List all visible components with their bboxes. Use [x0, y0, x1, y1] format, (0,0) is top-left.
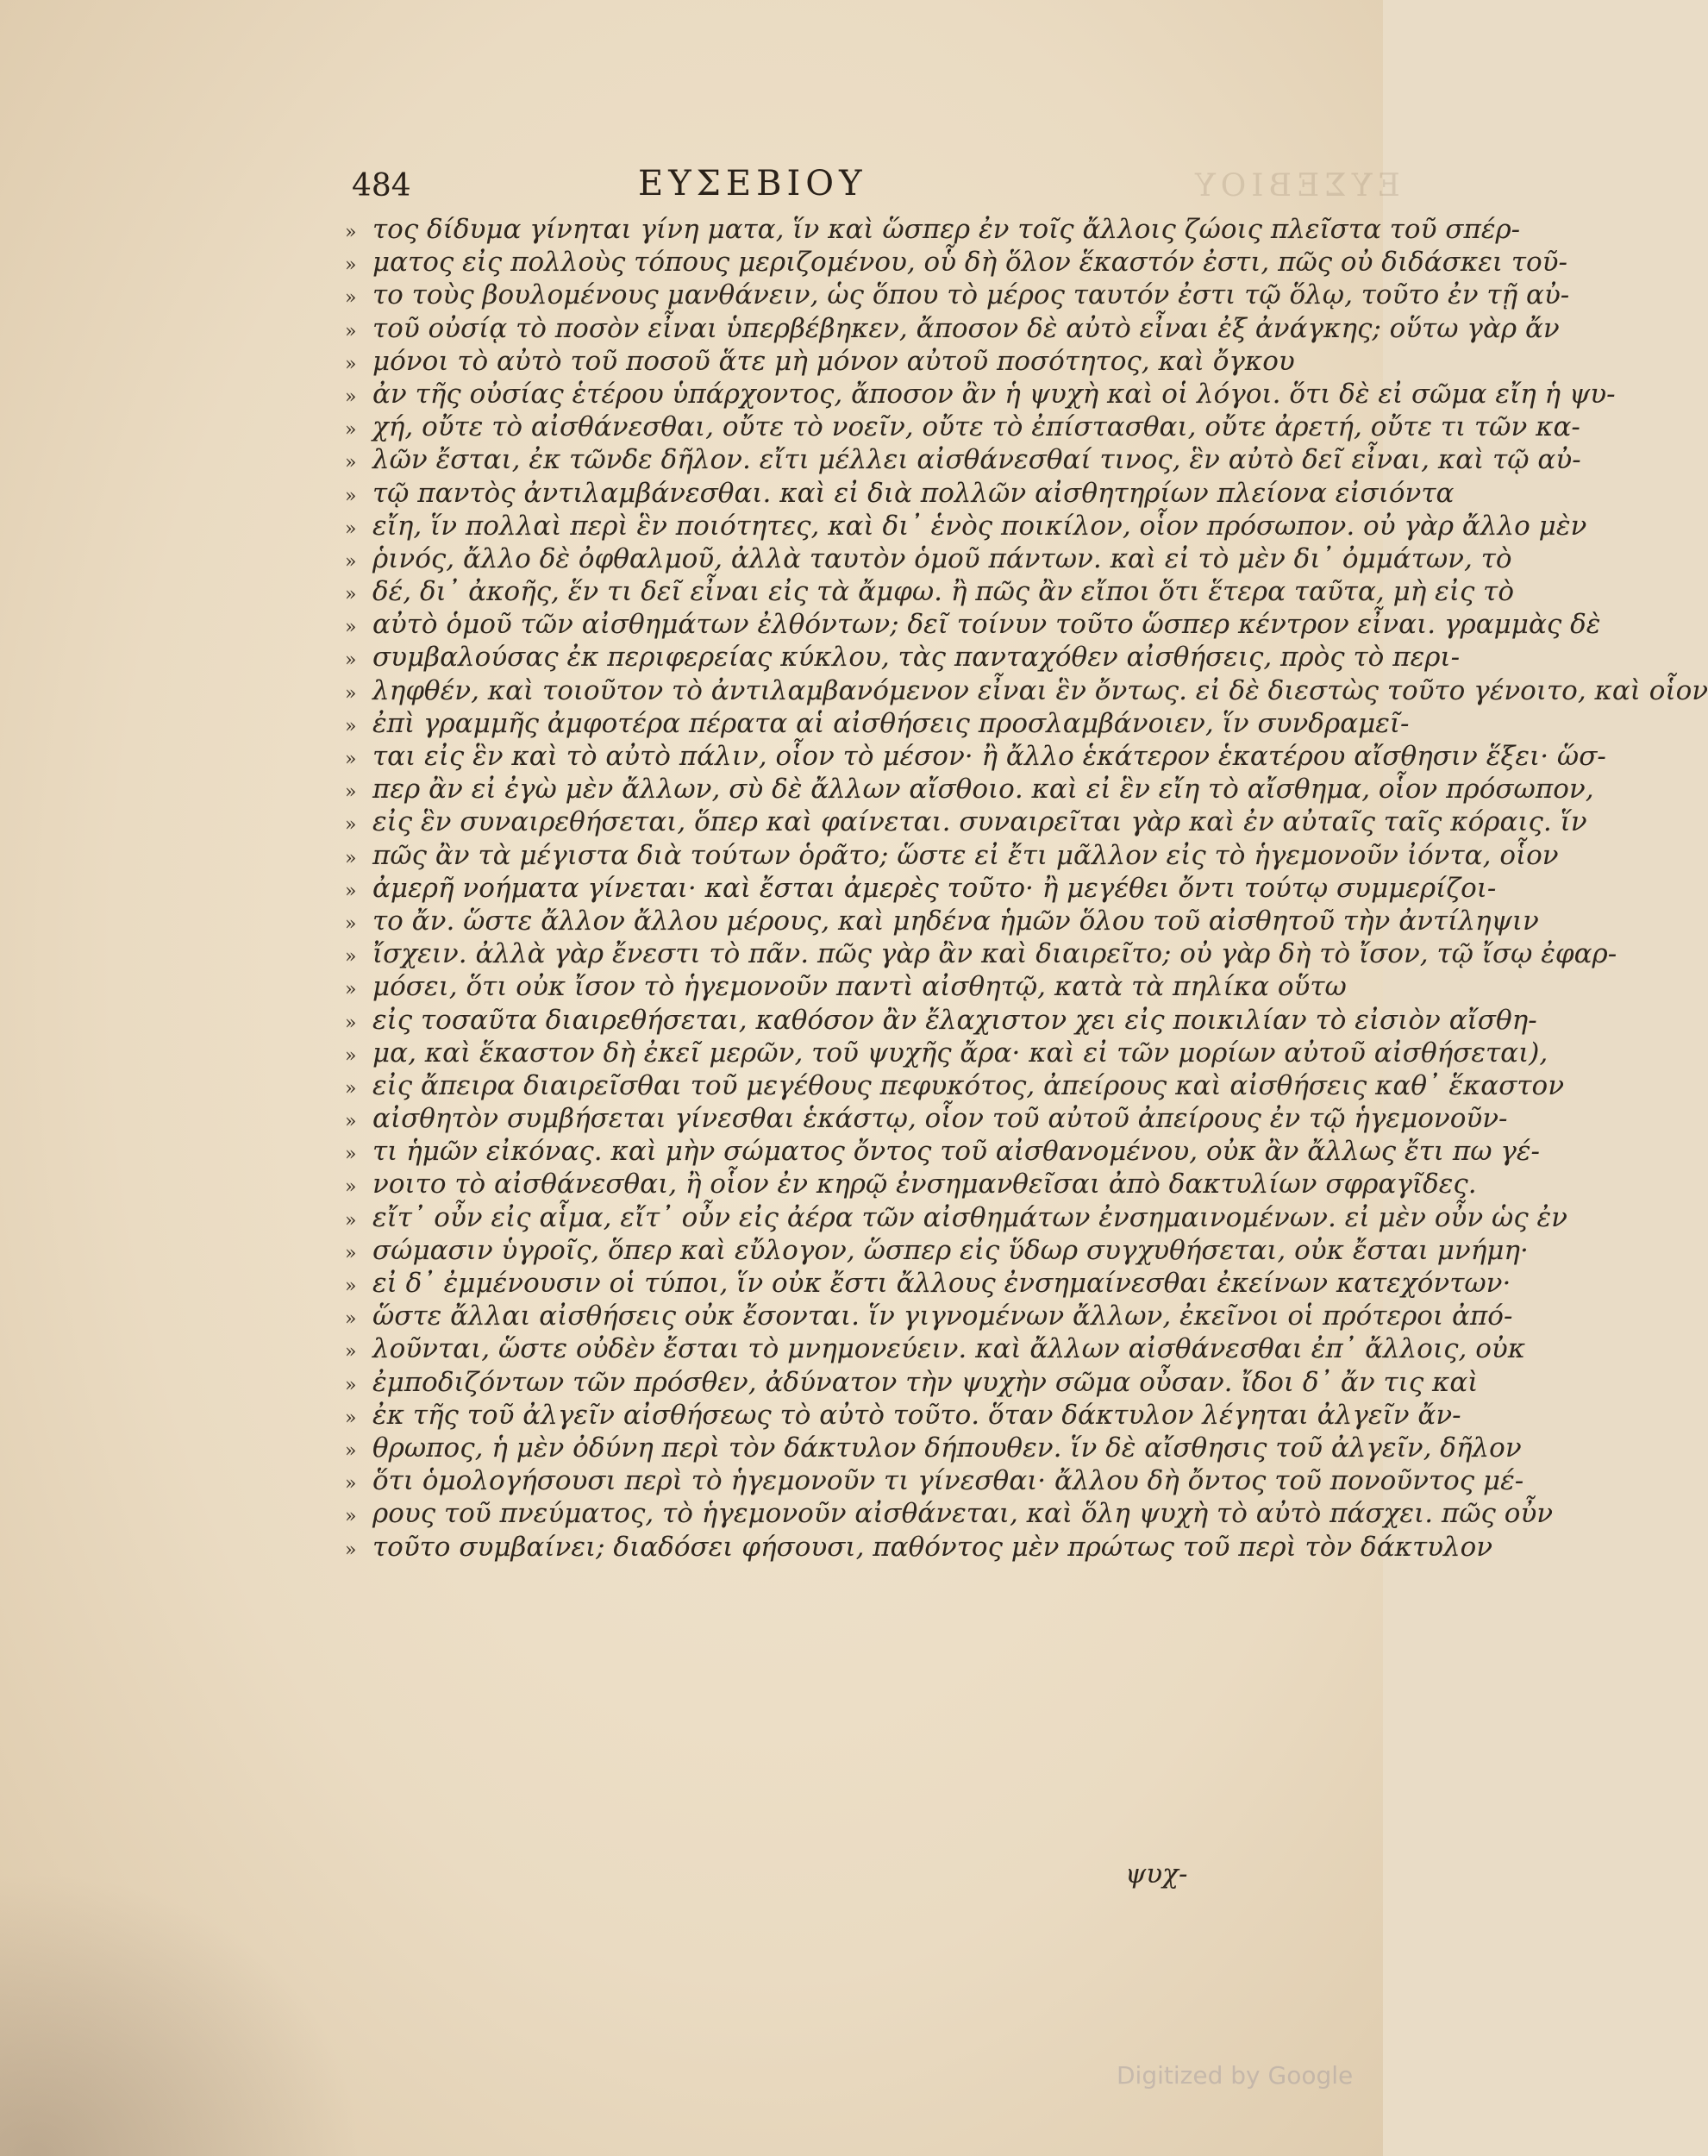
- quote-mark: »: [345, 1209, 357, 1232]
- catchword: ψυχ-: [1125, 1858, 1188, 1890]
- text-line: [345, 1037, 1548, 1070]
- line-text: εἰς τοσαῦτα διαιρεθήσεται, καθόσον ἂν ἔλαχιστον χει εἰς ποικιλίαν τὸ εἰσιὸν αἴσθη-: [372, 1004, 1537, 1036]
- quote-mark: »: [345, 617, 357, 639]
- quote-mark: »: [345, 1506, 357, 1528]
- text-line: [345, 1399, 1461, 1432]
- quote-mark: »: [345, 814, 357, 837]
- line-text: ρους τοῦ πνεύματος, τὸ ἡγεμονοῦν αἰσθάνεται, καὶ ὅλη ψυχὴ τὸ αὐτὸ πάσχει. πῶς οὖν: [372, 1498, 1554, 1530]
- text-line: [345, 312, 1560, 346]
- line-text: ῥινός, ἄλλο δὲ ὀφθαλμοῦ, ἀλλὰ ταυτὸν ὁμοῦ πάντων. καὶ εἰ τὸ μὲν δι᾽ ὀμμάτων, τὸ: [372, 542, 1512, 574]
- quote-mark: »: [345, 1044, 357, 1067]
- quote-mark: »: [345, 287, 357, 310]
- quote-mark: »: [345, 649, 357, 672]
- line-text: νοιτο τὸ αἰσθάνεσθαι, ἢ οἷον ἐν κηρῷ ἐνσημανθεῖσαι ἀπὸ δακτυλίων σφραγῖδες.: [372, 1169, 1477, 1200]
- quote-mark: »: [345, 320, 357, 342]
- quote-mark: »: [345, 254, 357, 277]
- text-line: [345, 214, 1521, 247]
- text-line: [345, 345, 1295, 379]
- page-number: 484: [352, 168, 411, 204]
- quote-mark: »: [345, 946, 357, 968]
- text-line: [345, 1432, 1522, 1465]
- text-line: [345, 774, 1594, 806]
- quote-mark: »: [345, 1473, 357, 1495]
- quote-mark: »: [345, 222, 357, 243]
- text-line: [345, 542, 1512, 576]
- text-line: [345, 1498, 1554, 1531]
- quote-mark: »: [345, 781, 357, 804]
- running-head: ΕΥΣΕΒΙΟΥ: [638, 164, 867, 204]
- line-text: ληφθέν, καὶ τοιοῦτον τὸ ἀντιλαμβανόμενον εἶναι ἓν ὄντως. εἰ δὲ διεστὼς τοῦτο γένοιτο, καὶ οἷον: [372, 674, 1708, 706]
- text-line: [345, 1169, 1477, 1201]
- quote-mark: »: [345, 1439, 357, 1462]
- text-line: [345, 279, 1570, 312]
- text-line: [345, 905, 1539, 938]
- quote-mark: »: [345, 1012, 357, 1034]
- text-line: [345, 477, 1455, 511]
- quote-mark: »: [345, 1111, 357, 1133]
- quote-mark: »: [345, 1407, 357, 1429]
- line-text: ται εἰς ἓν καὶ τὸ αὐτὸ πάλιν, οἷον τὸ μέσον· ἢ ἄλλο ἑκάτερον ἑκατέρου αἴσθησιν ἕξει· ὥσ-: [372, 741, 1606, 772]
- line-text: δέ, δι᾽ ἀκοῆς, ἕν τι δεῖ εἶναι εἰς τὰ ἄμφω. ἢ πῶς ἂν εἴποι ὅτι ἕτερα ταῦτα, μὴ εἰς τὸ: [372, 576, 1514, 608]
- quote-mark: »: [345, 517, 357, 540]
- line-text: εἴτ᾽ οὖν εἰς αἷμα, εἴτ᾽ οὖν εἰς ἀέρα τῶν αἰσθημάτων ἐνσημαινομένων. εἰ μὲν οὖν ὡς ἐν: [372, 1201, 1568, 1233]
- line-text: εἰς ἓν συναιρεθήσεται, ὅπερ καὶ φαίνεται. συναιρεῖται γὰρ καὶ ἐν αὐταῖς ταῖς κόραις. ἵν: [372, 806, 1587, 838]
- text-line: [345, 1103, 1508, 1136]
- text-line: [345, 1465, 1524, 1498]
- quote-mark: »: [345, 485, 357, 507]
- quote-mark: »: [345, 452, 357, 474]
- quote-mark: »: [345, 979, 357, 1001]
- line-text: εἰς ἄπειρα διαιρεῖσθαι τοῦ μεγέθους πεφυκότος, ἀπείρους καὶ αἰσθήσεις καθ᾽ ἕκαστον: [372, 1069, 1565, 1101]
- line-text: περ ἂν εἰ ἐγὼ μὲν ἄλλων, σὺ δὲ ἄλλων αἴσθοιο. καὶ εἰ ἓν εἴη τὸ αἴσθημα, οἷον πρόσωπον,: [372, 774, 1594, 805]
- line-text: μόνοι τὸ αὐτὸ τοῦ ποσοῦ ἅτε μὴ μόνον αὐτοῦ ποσότητος, καὶ ὄγκου: [372, 345, 1295, 377]
- line-text: ἐμποδιζόντων τῶν πρόσθεν, ἀδύνατον τὴν ψυχὴν σῶμα οὖσαν. ἴδοι δ᾽ ἄν τις καὶ: [372, 1366, 1479, 1398]
- line-text: ματος εἰς πολλοὺς τόπους μεριζομένου, οὗ δὴ ὅλον ἕκαστόν ἐστι, πῶς οὐ διδάσκει τοῦ-: [372, 247, 1567, 279]
- line-text: τος δίδυμα γίνηται γίνη ματα, ἵν καὶ ὥσπερ ἐν τοῖς ἄλλοις ζώοις πλεῖστα τοῦ σπέρ-: [372, 214, 1521, 245]
- text-line: [345, 839, 1559, 873]
- quote-mark: »: [345, 1176, 357, 1199]
- text-line: [345, 707, 1410, 741]
- line-text: σώμασιν ὑγροῖς, ὅπερ καὶ εὔλογον, ὥσπερ εἰς ὕδωρ συγχυθήσεται, οὐκ ἔσται μνήμη·: [372, 1234, 1529, 1266]
- line-text: ἀμερῆ νοήματα γίνεται· καὶ ἔσται ἀμερὲς τοῦτο· ἢ μεγέθει ὄντι τούτῳ συμμερίζοι-: [372, 872, 1497, 904]
- line-text: πῶς ἂν τὰ μέγιστα διὰ τούτων ὁρᾶτο; ὥστε εἰ ἔτι μᾶλλον εἰς τὸ ἡγεμονοῦν ἰόντα, οἷον: [372, 839, 1559, 871]
- line-text: αἰσθητὸν συμβήσεται γίνεσθαι ἑκάστῳ, οἷον τοῦ αὐτοῦ ἀπείρους ἐν τῷ ἡγεμονοῦν-: [372, 1103, 1508, 1135]
- line-text: ἐκ τῆς τοῦ ἀλγεῖν αἰσθήσεως τὸ αὐτὸ τοῦτο. ὅταν δάκτυλον λέγηται ἀλγεῖν ἄν-: [372, 1399, 1461, 1431]
- line-text: τι ἡμῶν εἰκόνας. καὶ μὴν σώματος ὄντος τοῦ αἰσθανομένου, οὐκ ἂν ἄλλως ἔτι πω γέ-: [372, 1136, 1540, 1168]
- text-line: [345, 872, 1497, 906]
- quote-mark: »: [345, 550, 357, 573]
- text-line: [345, 1201, 1568, 1235]
- quote-mark: »: [345, 1275, 357, 1297]
- page-stain: [0, 1871, 362, 2156]
- quote-mark: »: [345, 385, 357, 408]
- line-text: ὥστε ἄλλαι αἰσθήσεις οὐκ ἔσονται. ἵν γιγνομένων ἄλλων, ἐκεῖνοι οἱ πρότεροι ἀπό-: [372, 1300, 1513, 1332]
- line-text: ἀν τῆς οὐσίας ἑτέρου ὑπάρχοντος, ἄποσον ἂν ἡ ψυχὴ καὶ οἱ λόγοι. ὅτι δὲ εἰ σῶμα εἴη ἡ ψυ-: [372, 378, 1616, 410]
- line-text: ἐπὶ γραμμῆς ἀμφοτέρα πέρατα αἱ αἰσθήσεις προσλαμβάνοιεν, ἵν συνδραμεῖ-: [372, 707, 1410, 739]
- line-text: χή, οὔτε τὸ αἰσθάνεσθαι, οὔτε τὸ νοεῖν, οὔτε τὸ ἐπίστασθαι, οὔτε ἀρετή, οὔτε τι τῶν κα-: [372, 411, 1580, 443]
- text-line: [345, 642, 1461, 674]
- line-text: το τοὺς βουλομένους μανθάνειν, ὡς ὅπου τὸ μέρος ταυτόν ἐστι τῷ ὅλῳ, τοῦτο ἐν τῇ αὐ-: [372, 279, 1570, 311]
- bleed-through-text: ΕΥΣΕΒΙΟΥ: [1190, 168, 1400, 204]
- quote-mark: »: [345, 1374, 357, 1396]
- quote-mark: »: [345, 912, 357, 935]
- text-line: [345, 411, 1580, 444]
- quote-mark: »: [345, 1077, 357, 1100]
- text-line: [345, 806, 1587, 839]
- line-text: ἴσχειν. ἀλλὰ γὰρ ἔνεστι τὸ πᾶν. πῶς γὰρ ἂν καὶ διαιρεῖτο; οὐ γὰρ δὴ τὸ ἴσον, τῷ ἴσῳ ἐφαρ-: [372, 938, 1617, 970]
- text-line: [345, 609, 1601, 642]
- quote-mark: »: [345, 1242, 357, 1264]
- text-line: [345, 1234, 1529, 1268]
- line-text: λοῦνται, ὥστε οὐδὲν ἔσται τὸ μνημονεύειν. καὶ ἄλλων αἰσθάνεσθαι ἐπ᾽ ἄλλοις, οὐκ: [372, 1333, 1526, 1365]
- quote-mark: »: [345, 1144, 357, 1166]
- text-line: [345, 1333, 1526, 1366]
- line-text: συμβαλούσας ἐκ περιφερείας κύκλου, τὰς πανταχόθεν αἰσθήσεις, πρὸς τὸ περι-: [372, 642, 1461, 674]
- text-block: [345, 214, 1708, 1564]
- text-line: [345, 1069, 1565, 1103]
- quote-mark: »: [345, 847, 357, 869]
- text-line: [345, 1004, 1537, 1037]
- text-line: [345, 1136, 1540, 1169]
- line-text: εἰ δ᾽ ἐμμένουσιν οἱ τύποι, ἵν οὐκ ἔστι ἄλλους ἐνσημαίνεσθαι ἐκείνων κατεχόντων·: [372, 1268, 1511, 1299]
- watermark: Digitized by Google: [1117, 2061, 1354, 2090]
- text-line: [345, 510, 1587, 543]
- text-line: [345, 1531, 1493, 1564]
- quote-mark: »: [345, 880, 357, 902]
- quote-mark: »: [345, 353, 357, 375]
- line-text: λῶν ἔσται, ἐκ τῶνδε δῆλον. εἴτι μέλλει αἰσθάνεσθαί τινος, ἓν αὐτὸ δεῖ εἶναι, καὶ τῷ αὐ-: [372, 444, 1581, 476]
- quote-mark: »: [345, 1341, 357, 1363]
- line-text: το ἄν. ὥστε ἄλλον ἄλλου μέρους, καὶ μηδένα ἡμῶν ὅλου τοῦ αἰσθητοῦ τὴν ἀντίληψιν: [372, 905, 1539, 937]
- text-line: [345, 1366, 1479, 1400]
- text-line: [345, 444, 1581, 477]
- text-line: [345, 378, 1616, 411]
- line-text: τῷ παντὸς ἀντιλαμβάνεσθαι. καὶ εἰ διὰ πολλῶν αἰσθητηρίων πλείονα εἰσιόντα: [372, 477, 1455, 509]
- line-text: μόσει, ὅτι οὐκ ἴσον τὸ ἡγεμονοῦν παντὶ αἰσθητῷ, κατὰ τὰ πηλίκα οὕτω: [372, 971, 1347, 1003]
- quote-mark: »: [345, 682, 357, 705]
- text-line: [345, 576, 1514, 609]
- quote-mark: »: [345, 1539, 357, 1561]
- text-line: [345, 938, 1617, 971]
- line-text: τοῦ οὐσίᾳ τὸ ποσὸν εἶναι ὑπερβέβηκεν, ἄποσον δὲ αὐτὸ εἶναι ἐξ ἀνάγκης; οὕτω γὰρ ἄν: [372, 312, 1560, 344]
- text-line: [345, 971, 1347, 1004]
- line-text: εἴη, ἵν πολλαὶ περὶ ἓν ποιότητες, καὶ δι᾽ ἑνὸς ποικίλον, οἷον πρόσωπον. οὐ γὰρ ἄλλο μὲν: [372, 510, 1587, 542]
- text-line: [345, 674, 1708, 708]
- line-text: αὐτὸ ὁμοῦ τῶν αἰσθημάτων ἐλθόντων; δεῖ τοίνυν τοῦτο ὥσπερ κέντρον εἶναι. γραμμὰς δὲ: [372, 609, 1601, 641]
- quote-mark: »: [345, 1308, 357, 1331]
- line-text: ὅτι ὁμολογήσουσι περὶ τὸ ἡγεμονοῦν τι γίνεσθαι· ἄλλου δὴ ὄντος τοῦ πονοῦντος μέ-: [372, 1465, 1524, 1497]
- line-text: θρωπος, ἡ μὲν ὀδύνη περὶ τὸν δάκτυλον δήπουθεν. ἵν δὲ αἴσθησις τοῦ ἀλγεῖν, δῆλον: [372, 1432, 1522, 1463]
- line-text: τοῦτο συμβαίνει; διαδόσει φήσουσι, παθόντος μὲν πρώτως τοῦ περὶ τὸν δάκτυλον: [372, 1531, 1493, 1563]
- quote-mark: »: [345, 584, 357, 606]
- text-line: [345, 1268, 1511, 1300]
- quote-mark: »: [345, 749, 357, 770]
- line-text: μα, καὶ ἕκαστον δὴ ἐκεῖ μερῶν, τοῦ ψυχῆς ἄρα· καὶ εἰ τῶν μορίων αὐτοῦ αἰσθήσεται),: [372, 1037, 1548, 1069]
- text-line: [345, 1300, 1513, 1333]
- text-line: [345, 741, 1606, 774]
- quote-mark: »: [345, 419, 357, 442]
- quote-mark: »: [345, 715, 357, 737]
- text-line: [345, 247, 1567, 279]
